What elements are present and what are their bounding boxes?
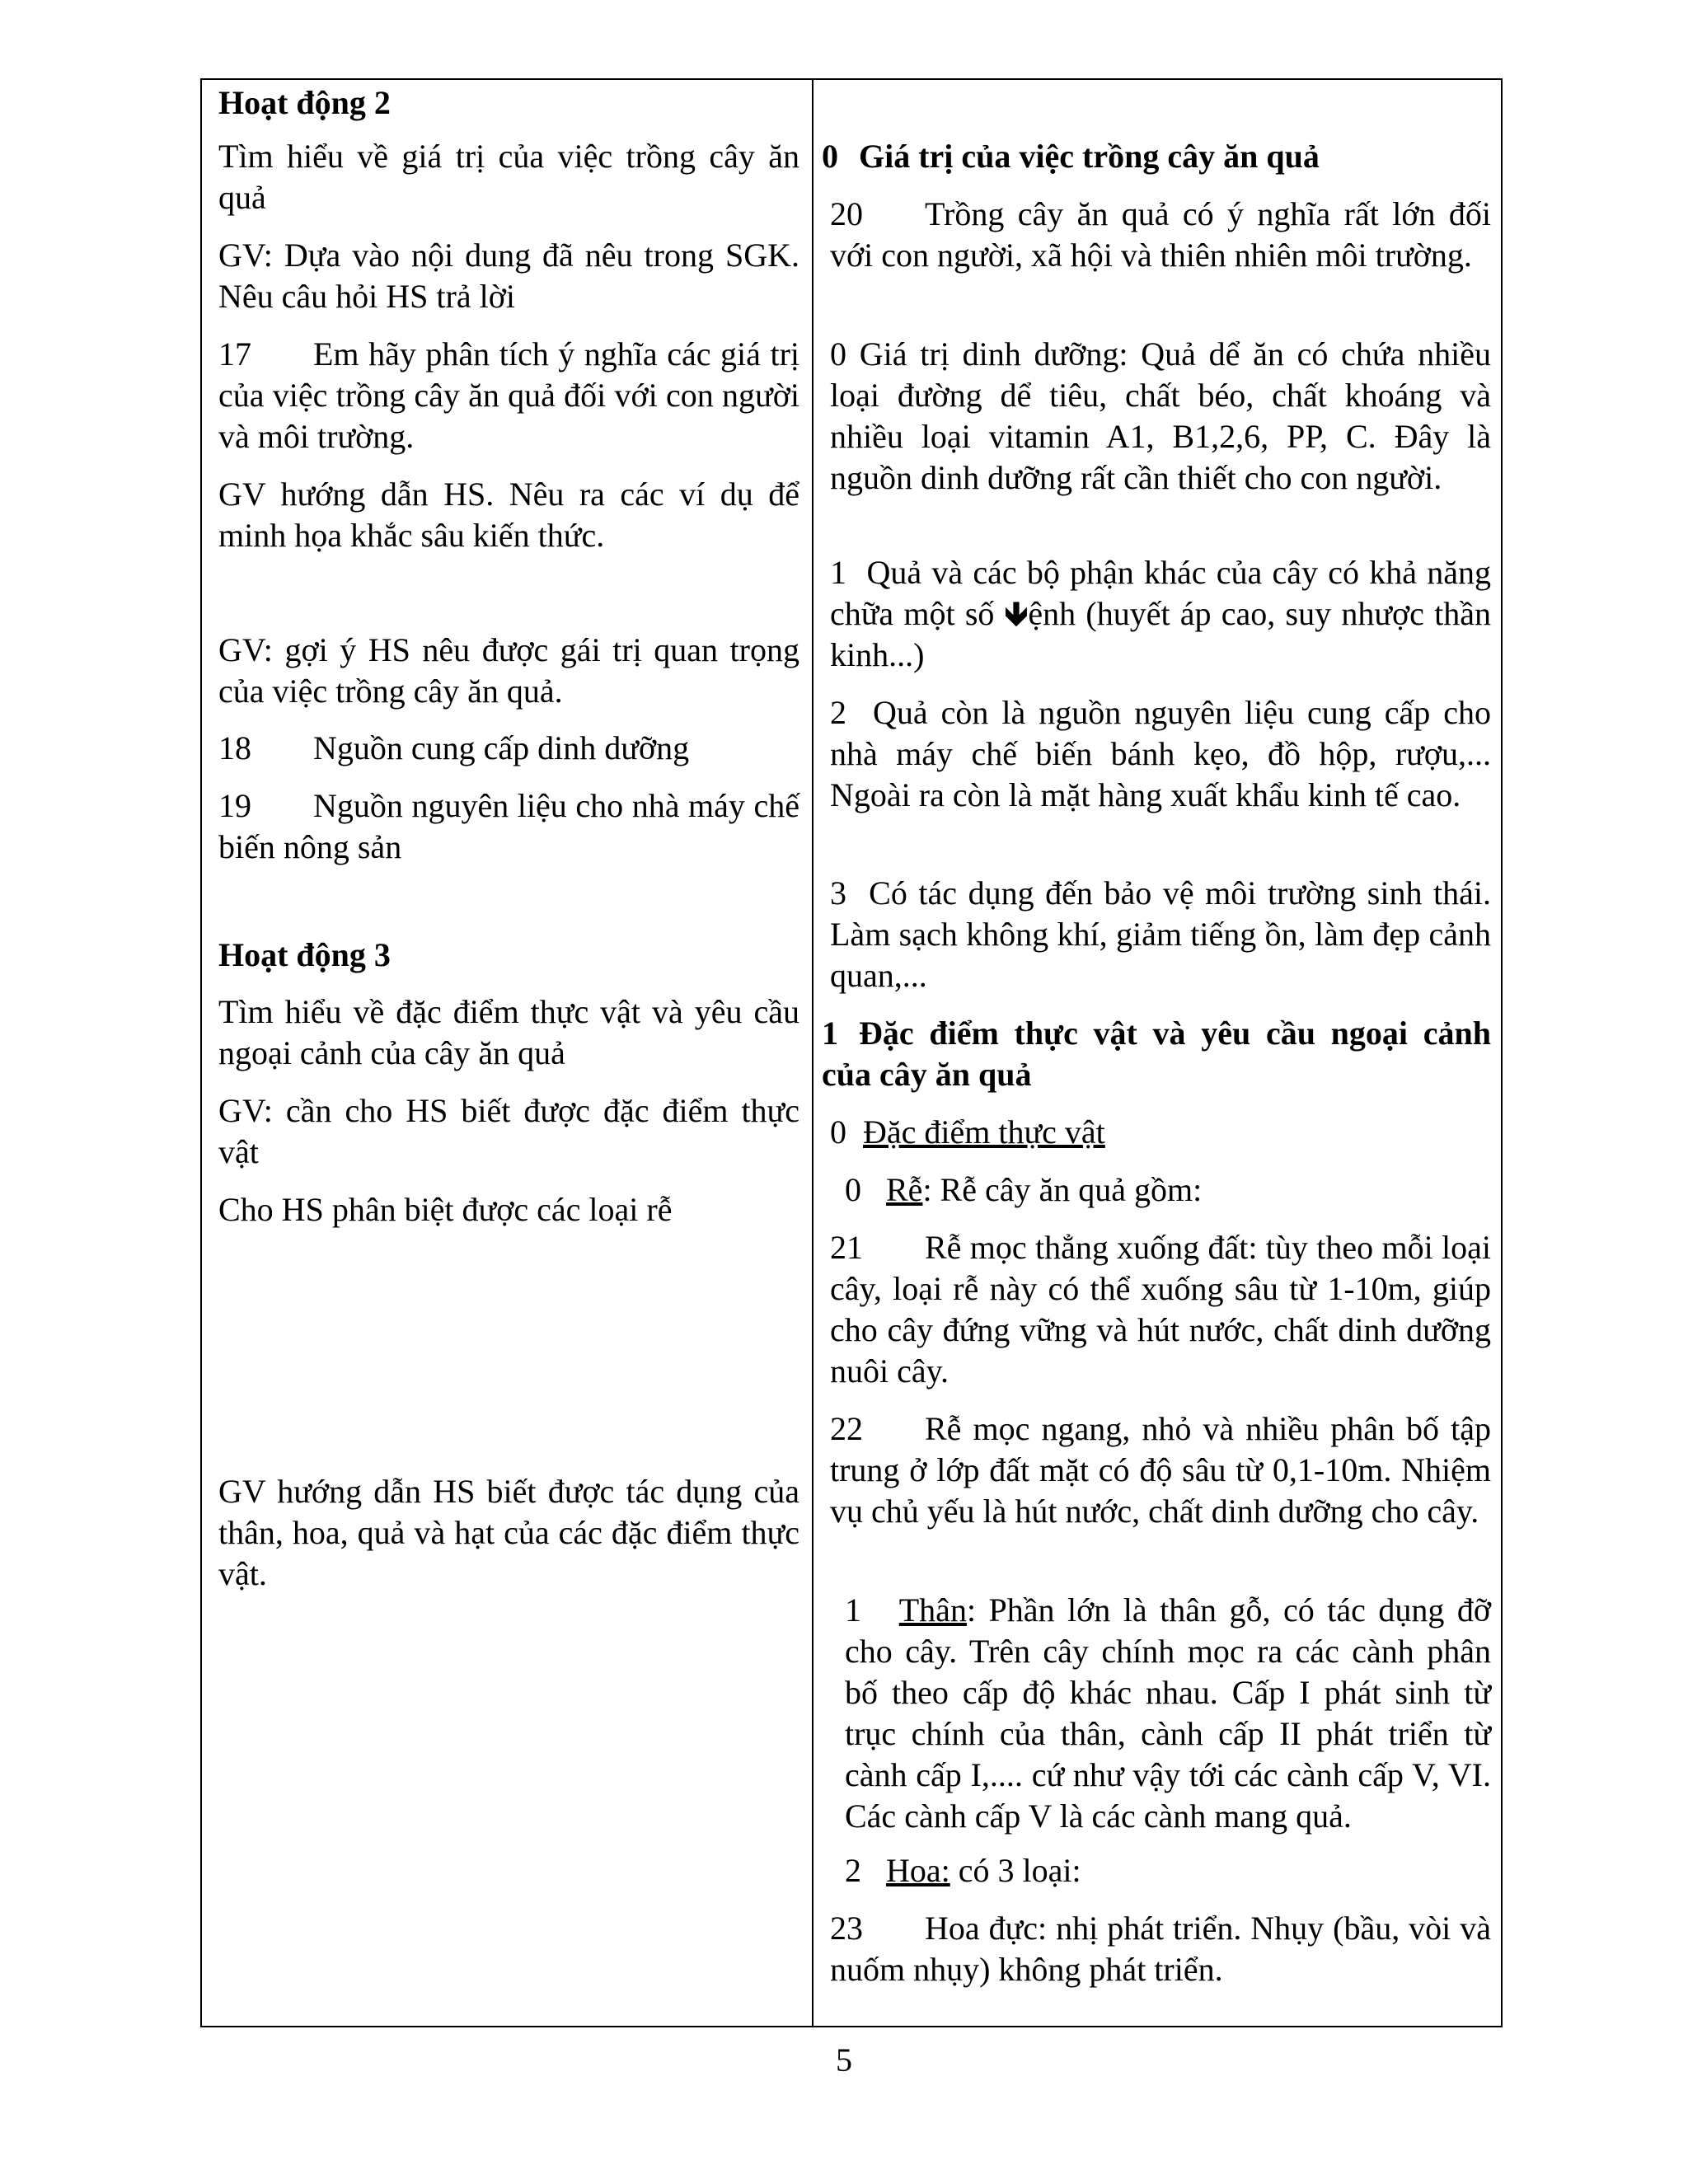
section-heading-characteristics	[822, 1013, 1491, 1095]
teacher-instruction-6: GV hướng dẫn HS biết được tác dụng của thân, hoa, quả và hạt của các đặc điểm thực vật.	[218, 1473, 799, 1592]
roots-item	[822, 1169, 1491, 1211]
activity-2-intro: Tìm hiểu về giá trị của việc trồng cây ăn quả	[218, 138, 799, 216]
paragraph-23-number: 23	[830, 1910, 863, 1947]
paragraph-22-number: 22	[830, 1410, 863, 1447]
flower-item	[822, 1850, 1491, 1891]
paragraph-medicinal	[822, 552, 1491, 676]
subsection-plant-characteristics-number: 0	[830, 1113, 846, 1151]
paragraph-raw-material-number: 2	[830, 694, 846, 731]
paragraph-environment-number: 3	[830, 874, 846, 912]
down-arrow-icon: 🡻	[1004, 595, 1029, 632]
teacher-instruction-3: GV: gợi ý HS nêu được gái trị quan trọng của việc trồng cây ăn quả.	[218, 631, 799, 710]
activity-3-intro: Tìm hiểu về đặc điểm thực vật và yêu cầu ngoại cảnh của cây ăn quả	[218, 993, 799, 1071]
section-heading-value-text: Giá trị của việc trồng cây ăn quả	[859, 138, 1320, 175]
question-17-number: 17	[218, 335, 251, 373]
stem-item-text: : Phần lớn là thân gỗ, có tác dụng đỡ cho cây. Trên cây chính mọc ra các cành phân bố theo cấp độ khác nhau. Cấp I phát sinh từ trục chính của thân, cành cấp II phát triển từ cành cấp I,.... cứ như vậy tới các cành cấp V, VI. Các cành cấp V là các cành mang quả.	[845, 1591, 1491, 1835]
paragraph-22	[822, 1408, 1491, 1532]
teacher-instruction-2: GV hướng dẫn HS. Nêu ra các ví dụ để minh họa khắc sâu kiến thức.	[218, 476, 799, 554]
question-17	[218, 334, 799, 457]
section-heading-characteristics-number: 1	[822, 1015, 838, 1052]
paragraph-raw-material	[822, 692, 1491, 816]
item-18	[218, 728, 799, 769]
flower-item-number: 2	[845, 1852, 861, 1889]
paragraph-raw-material-text: Quả còn là nguồn nguyên liệu cung cấp cho nhà máy chế biến bánh kẹo, đồ hộp, rượu,... Ngoài ra còn là mặt hàng xuất khẩu kinh tế cao.	[830, 694, 1491, 813]
page-number: 5	[836, 2041, 852, 2079]
paragraph-23	[822, 1908, 1491, 1990]
paragraph-23-text: Hoa đực: nhị phát triển. Nhụy (bầu, vòi và nuốm nhụy) không phát triển.	[830, 1910, 1491, 1988]
paragraph-nutrition-text: Giá trị dinh dưỡng: Quả dể ăn có chứa nhiều loại đường dể tiêu, chất béo, chất khoáng và nhiều loại vitamin A1, B1,2,6, PP, C. Đây là nguồn dinh dưỡng rất cần thiết cho con người.	[830, 335, 1492, 496]
content-table	[200, 78, 1503, 2027]
subsection-plant-characteristics	[822, 1112, 1491, 1153]
paragraph-20-number: 20	[830, 195, 863, 232]
item-18-text: Nguồn cung cấp dinh dưỡng	[313, 729, 690, 766]
paragraph-medicinal-text-b: ệnh (huyết áp cao, suy nhược thần kinh...)	[830, 595, 1491, 673]
column-divider	[812, 80, 814, 2026]
stem-item	[822, 1590, 1491, 1837]
item-19	[218, 785, 799, 868]
stem-item-label: Thân	[898, 1591, 967, 1629]
paragraph-21-number: 21	[830, 1229, 863, 1266]
teacher-instruction-4: GV: cần cho HS biết được đặc điểm thực vật	[218, 1092, 799, 1170]
section-heading-characteristics-text: Đặc điểm thực vật và yêu cầu ngoại cảnh của cây ăn quả	[822, 1015, 1491, 1093]
question-17-text: Em hãy phân tích ý nghĩa các giá trị của việc trồng cây ăn quả đối với con người và môi trường.	[218, 335, 799, 455]
activity-2-title: Hoạt động 2	[218, 84, 391, 121]
section-heading-value	[822, 136, 1491, 177]
paragraph-environment-text: Có tác dụng đến bảo vệ môi trường sinh thái. Làm sạch không khí, giảm tiếng ồn, làm đẹp cảnh quan,...	[830, 874, 1492, 994]
paragraph-20	[822, 194, 1491, 276]
paragraph-medicinal-text-a: Quả và các bộ phận khác của cây có khả năng chữa một số	[830, 554, 1491, 632]
paragraph-nutrition	[822, 334, 1491, 499]
paragraph-20-text: Trồng cây ăn quả có ý nghĩa rất lớn đối với con người, xã hội và thiên nhiên môi trường.	[830, 195, 1491, 274]
teacher-instruction-5: Cho HS phân biệt được các loại rễ	[218, 1191, 673, 1228]
flower-item-text: có 3 loại:	[950, 1852, 1081, 1889]
teacher-instruction-1: GV: Dựa vào nội dung đã nêu trong SGK. Nêu câu hỏi HS trả lời	[218, 237, 799, 315]
stem-item-number: 1	[845, 1591, 861, 1629]
subsection-plant-characteristics-text: Đặc điểm thực vật	[863, 1113, 1105, 1151]
roots-item-number: 0	[845, 1171, 861, 1208]
paragraph-environment	[822, 873, 1491, 996]
roots-item-text: : Rễ cây ăn quả gồm:	[922, 1171, 1203, 1208]
roots-item-label: Rễ	[886, 1171, 923, 1208]
item-19-number: 19	[218, 787, 251, 824]
paragraph-medicinal-number: 1	[830, 554, 846, 591]
activity-3-title: Hoạt động 3	[218, 936, 391, 973]
section-heading-value-number: 0	[822, 138, 838, 175]
paragraph-nutrition-number: 0	[830, 335, 846, 373]
item-18-number: 18	[218, 729, 251, 766]
paragraph-22-text: Rễ mọc ngang, nhỏ và nhiều phân bố tập trung ở lớp đất mặt có độ sâu từ 0,1-10m. Nhiệm vụ chủ yếu là hút nước, chất dinh dưỡng cho cây.	[830, 1410, 1491, 1530]
flower-item-label: Hoa:	[886, 1852, 950, 1889]
paragraph-21	[822, 1227, 1491, 1392]
item-19-text: Nguồn nguyên liệu cho nhà máy chế biến nông sản	[218, 787, 799, 865]
paragraph-21-text: Rễ mọc thẳng xuống đất: tùy theo mỗi loại cây, loại rễ này có thể xuống sâu từ 1-10m, giúp cho cây đứng vững và hút nước, chất dinh dưỡng nuôi cây.	[830, 1229, 1491, 1390]
